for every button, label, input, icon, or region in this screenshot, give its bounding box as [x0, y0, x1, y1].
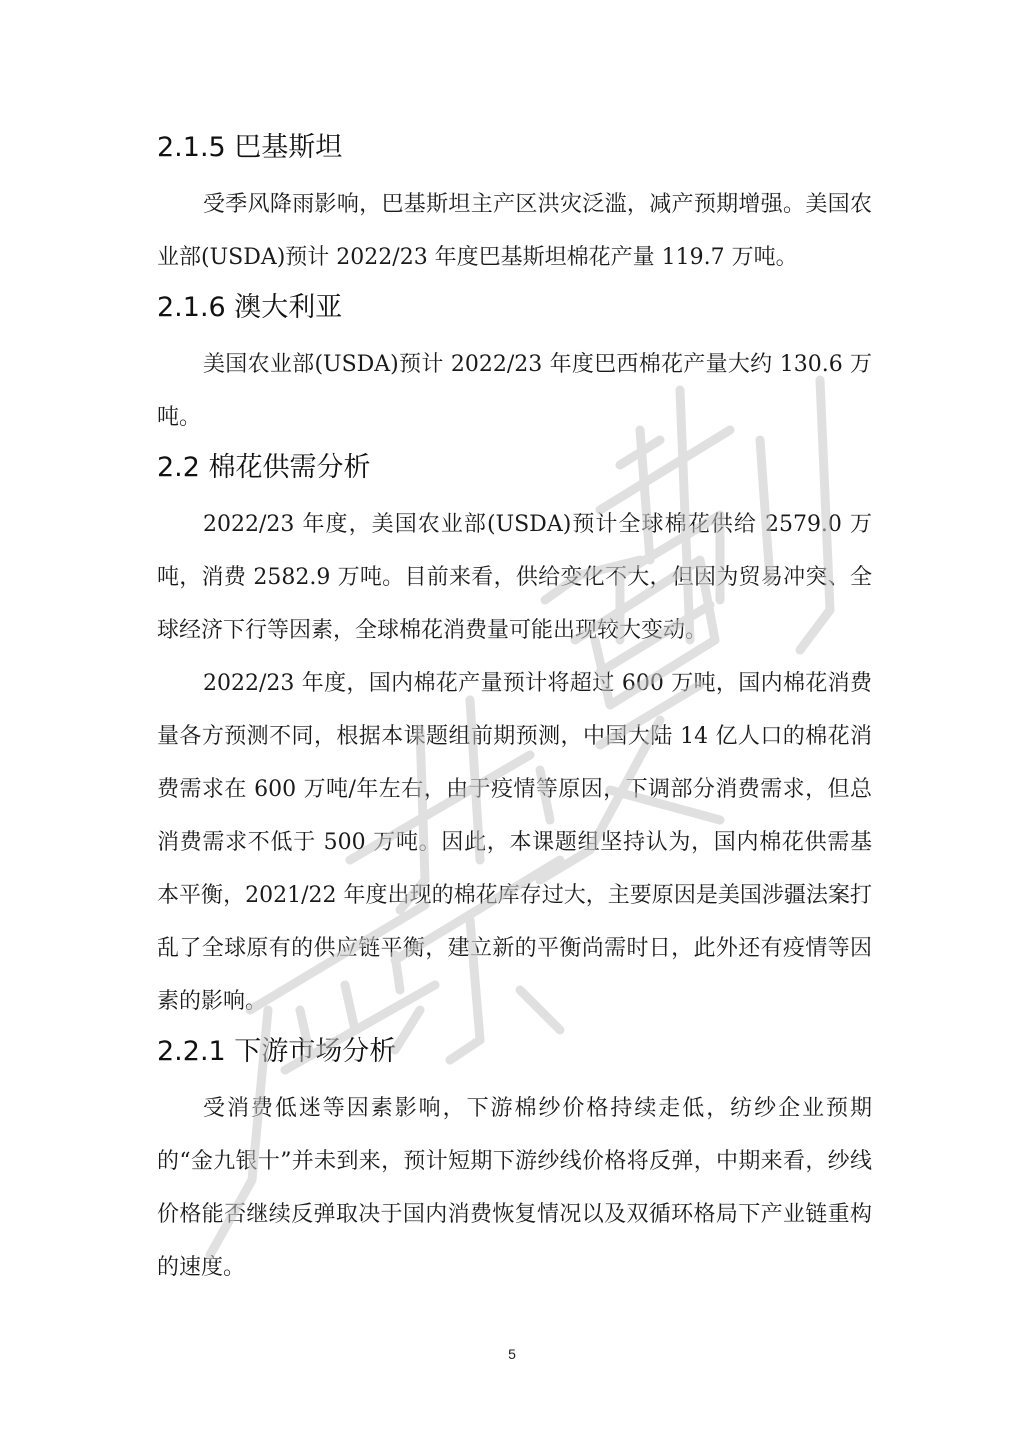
paragraph-downstream-market: 受消费低迷等因素影响，下游棉纱价格持续走低，纺纱企业预期的“金九银十”并未到来，预计短期下游纱线价格将反弹，中期来看，纱线价格能否继续反弹取决于国内消费恢复情况以及双循环格局下产业链重构的速度。: [157, 1096, 872, 1280]
paragraph-global-supply-demand: 2022/23 年度，美国农业部(USDA)预计全球棉花供给 2579.0 万吨，消费 2582.9 万吨。目前来看，供给变化不大，但因为贸易冲突、全球经济下行等因素，全球棉花消费量可能出现较大变动。: [157, 512, 872, 643]
section-heading-2-1-5: 2.1.5 巴基斯坦: [157, 132, 343, 163]
document-body: [157, 128, 872, 1294]
section-heading-2-1-6: 2.1.6 澳大利亚: [157, 292, 343, 323]
section-heading-2-2: 2.2 棉花供需分析: [157, 452, 371, 483]
section-heading-2-2-1: 2.2.1 下游市场分析: [157, 1036, 397, 1067]
paragraph-australia: 美国农业部(USDA)预计 2022/23 年度巴西棉花产量大约 130.6 万吨。: [157, 352, 872, 430]
paragraph-domestic-supply-demand: 2022/23 年度，国内棉花产量预计将超过 600 万吨，国内棉花消费量各方预测不同，根据本课题组前期预测，中国大陆 14 亿人口的棉花消费需求在 600 万吨/年左右，由于疫情等原因，下调部分消费需求，但总消费需求不低于 500 万吨。因此，本课题组坚持认为，国内棉花供需基本平衡，2021/22 年度出现的棉花库存过大，主要原因是美国涉疆法案打乱了全球原有的供应链平衡，建立新的平衡尚需时日，此外还有疫情等因素的影响。: [157, 671, 872, 1014]
page-number: 5: [508, 1346, 516, 1362]
paragraph-pakistan: 受季风降雨影响，巴基斯坦主产区洪灾泛滥，减产预期增强。美国农业部(USDA)预计 2022/23 年度巴基斯坦棉花产量 119.7 万吨。: [157, 192, 872, 270]
